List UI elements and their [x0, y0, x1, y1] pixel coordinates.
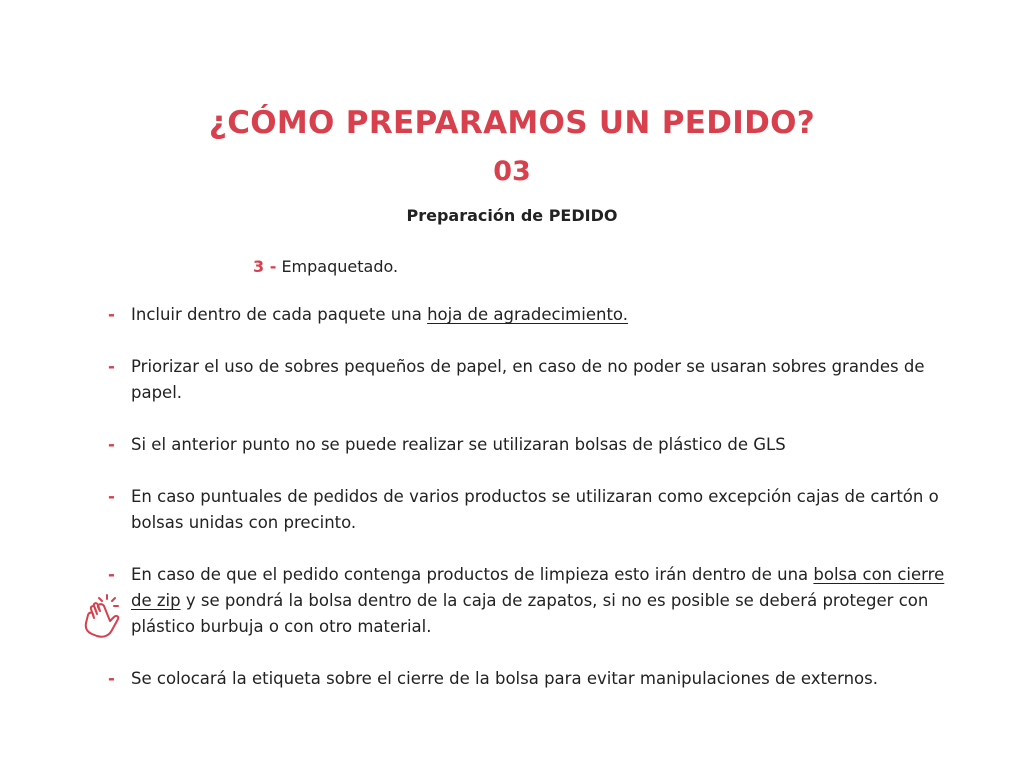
page-title: ¿CÓMO PREPARAMOS UN PEDIDO?: [208, 105, 816, 141]
instruction-list: [108, 302, 958, 692]
bullet-dash: -: [108, 435, 115, 454]
item-text: Si el anterior punto no se puede realizar se utilizaran bolsas de plástico de GLS: [131, 435, 786, 454]
thank-you-sheet-link[interactable]: hoja de agradecimiento.: [427, 305, 628, 324]
item-text: y se pondrá la bolsa dentro de la caja de zapatos, si no es posible se deberá proteger con plástico burbuja o con otro material.: [131, 591, 929, 636]
pointing-hand-icon: [83, 594, 125, 640]
zip-bag-link[interactable]: bolsa con cierre de zip: [131, 565, 945, 610]
list-item: [108, 432, 958, 458]
bullet-dash: -: [108, 305, 115, 324]
step-number: 3 -: [253, 257, 277, 276]
step-heading: [253, 255, 398, 279]
item-text: Se colocará la etiqueta sobre el cierre de la bolsa para evitar manipulaciones de externos.: [131, 669, 878, 688]
bullet-dash: -: [108, 357, 115, 376]
item-text: En caso puntuales de pedidos de varios productos se utilizaran como excepción cajas de cartón o bolsas unidas con precinto.: [131, 487, 939, 532]
list-item: [108, 666, 958, 692]
section-subtitle: Preparación de PEDIDO: [406, 206, 618, 225]
list-item: [108, 354, 958, 406]
bullet-dash: -: [108, 669, 115, 688]
item-text: En caso de que el pedido contenga productos de limpieza esto irán dentro de una: [131, 565, 814, 584]
list-item: [108, 562, 958, 640]
step-label: Empaquetado.: [281, 257, 399, 276]
bullet-dash: -: [108, 565, 115, 584]
section-number: 03: [493, 156, 531, 187]
bullet-dash: -: [108, 487, 115, 506]
item-text: Priorizar el uso de sobres pequeños de papel, en caso de no poder se usaran sobres grandes de papel.: [131, 357, 925, 402]
list-item: [108, 484, 958, 536]
item-text: Incluir dentro de cada paquete una: [131, 305, 428, 324]
list-item: [108, 302, 958, 328]
